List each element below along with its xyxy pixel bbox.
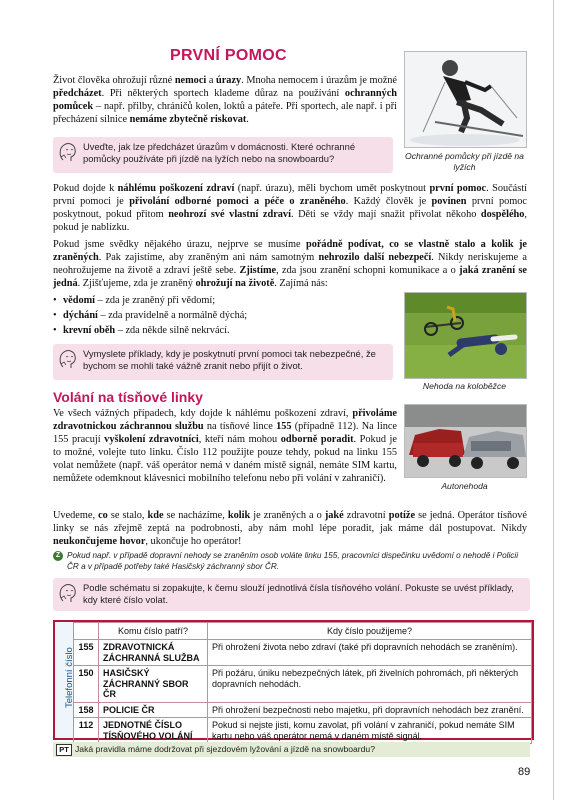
question-box-3 bbox=[53, 578, 530, 611]
table-row bbox=[74, 702, 532, 718]
row-usage: Pokud si nejste jisti, komu zavolat, při volání v zahraničí, pokud nemáte SIM kartu nebo váš operátor nemá v daném místě signál. bbox=[208, 718, 532, 744]
list-item: • krevní oběh – zda někde silně nekrvácí. bbox=[53, 324, 393, 337]
row-owner: HASIČSKÝ ZÁCHRANNÝ SBOR ČR bbox=[99, 666, 208, 703]
list-item: • vědomí – zda je zraněný při vědomí; bbox=[53, 294, 393, 307]
emphasis: 155 bbox=[276, 421, 292, 432]
question-box-1 bbox=[53, 137, 393, 173]
thinking-face-icon bbox=[57, 347, 79, 371]
paragraph-call-info: Uvedeme, co se stalo, kde se nacházíme, kolik je zraněných a o jaké zdravotní potíže se jedná. Operátor tísňové linky se nás zřejmě zeptá na podrobnosti, aby nám mohl lépe poradit, jak máme dál postupovat. Nikdy neukončujeme hovor, ukončuje ho operátor! bbox=[53, 510, 527, 547]
table-side-label bbox=[55, 622, 73, 738]
emphasis: dospělého bbox=[480, 209, 525, 220]
emphasis: nemáme zbytečně riskovat bbox=[129, 114, 247, 125]
emphasis: úrazy bbox=[216, 75, 242, 86]
emphasis: ohrožují na životě bbox=[195, 278, 275, 289]
emphasis: neukončujeme hovor bbox=[53, 536, 146, 547]
row-usage: Při ohrožení bezpečnosti nebo majetku, při dopravních nehodách bez zranění. bbox=[208, 702, 532, 718]
emphasis: ochranných pomůcek bbox=[53, 88, 397, 112]
section-title: Volání na tísňové linky bbox=[53, 389, 203, 405]
emphasis: odborně poradit bbox=[280, 434, 354, 445]
header-owner: Komu číslo patří? bbox=[99, 623, 208, 640]
question-3-text: Podle schématu si zopakujte, k čemu slouží jednotlivá čísla tísňového volání. Pokuste se uvést příklady, kdy které číslo volat. bbox=[83, 582, 514, 605]
emphasis: nehrozilo další nebezpečí bbox=[318, 252, 432, 263]
paragraph-emergency-lines: Ve všech vážných případech, kdy dojde k náhlému poškození zdraví, přivoláme zdravotnickou záchrannou službu na tísňové lince 155 (případně 112). Na lince 155 pracují vyškolení zdravotníci, kteří nám mohou odborně poradit. Pokud je to možné, volejte tuto linku. Číslo 112 použijte pouze tehdy, pokud na linku 155 volat nemůžete (např. váš operátor nemá v daném místě signál, nemáte SIM kartu, nemůžete odemknout klávesnici mobilního telefonu nebo při volání v zahraničí). bbox=[53, 408, 397, 484]
scooter-accident-photo bbox=[404, 292, 527, 379]
z-badge-icon: Z bbox=[53, 551, 63, 561]
caption-car: Autonehoda bbox=[441, 481, 488, 491]
page-title: PRVNÍ POMOC bbox=[170, 47, 287, 64]
row-number: 155 bbox=[74, 640, 99, 666]
header-blank bbox=[74, 623, 99, 640]
header-usage: Kdy číslo použijeme? bbox=[208, 623, 532, 640]
emphasis: první pomoc bbox=[429, 183, 487, 194]
thinking-face-icon bbox=[57, 140, 79, 164]
question-1-text: Uveďte, jak lze předcházet úrazům v domácnosti. Které ochranné pomůcky používáte při jízdě na lyžích nebo na snowboardu? bbox=[83, 141, 356, 164]
emphasis: Zjistíme bbox=[239, 265, 277, 276]
page-number: 89 bbox=[518, 766, 531, 778]
table-header-row bbox=[74, 623, 532, 640]
row-owner: ZDRAVOTNICKÁ ZÁCHRANNÁ SLUŽBA bbox=[99, 640, 208, 666]
emphasis: jaká zranění se jedná bbox=[53, 265, 527, 289]
emphasis: předcházet bbox=[53, 88, 102, 99]
car-accident-photo bbox=[404, 404, 527, 478]
emphasis: vědomí bbox=[63, 295, 96, 306]
note-text: Pokud např. v případě dopravní nehody se zraněním osob voláte linku 155, pracovníci dispečinku uvědomí o nehodě i Policii ČR a v případě potřeby také Hasičský záchranný sbor ČR. bbox=[67, 551, 519, 571]
emphasis: přivoláme zdravotnickou záchrannou službu bbox=[53, 408, 397, 432]
emphasis: neohrozí své vlastní zdraví bbox=[168, 209, 291, 220]
emphasis: potíže bbox=[388, 510, 416, 521]
table-row bbox=[74, 640, 532, 666]
pt-tag-icon: PT bbox=[56, 744, 72, 756]
page-edge-line bbox=[553, 0, 554, 800]
emphasis: povinen bbox=[431, 196, 467, 207]
emphasis: krevní oběh bbox=[63, 325, 116, 336]
table-row bbox=[74, 666, 532, 703]
emphasis: co bbox=[98, 510, 108, 521]
emphasis: kde bbox=[147, 510, 164, 521]
emergency-numbers-table bbox=[53, 620, 534, 740]
table-row bbox=[74, 718, 532, 744]
skier-photo bbox=[404, 51, 527, 148]
pt-question: Jaká pravidla máme dodržovat při sjezdovém lyžování a jízdě na snowboardu? bbox=[75, 744, 375, 754]
numbers-table bbox=[73, 622, 532, 744]
question-box-2 bbox=[53, 344, 393, 380]
row-usage: Při ohrožení života nebo zdraví (také při dopravních nehodách se zraněním). bbox=[208, 640, 532, 666]
emphasis: dýchání bbox=[63, 310, 98, 321]
emphasis: náhlému poškození zdraví bbox=[117, 183, 235, 194]
question-2-text: Vymyslete příklady, kdy je poskytnutí první pomoci tak nebezpečné, že bychom se mohli také vážně zranit nebo přijít o život. bbox=[83, 348, 376, 371]
emphasis: jaké bbox=[324, 510, 344, 521]
row-usage: Při požáru, úniku nebezpečných látek, při živelních pohromách, při některých dopravních nehodách. bbox=[208, 666, 532, 703]
row-number: 150 bbox=[74, 666, 99, 703]
emphasis: kolik bbox=[227, 510, 251, 521]
row-number: 112 bbox=[74, 718, 99, 744]
emphasis: vyškolení zdravotníci bbox=[104, 434, 199, 445]
emphasis: přivolání odborné pomoci a péče o zraněného bbox=[129, 196, 346, 207]
row-number: 158 bbox=[74, 702, 99, 718]
paragraph-assessment: Pokud jsme svědky nějakého úrazu, nejprve se musíme pořádně podívat, co se vlastně stalo a kolik je zraněných. Pak zajistíme, aby zraněným ani nám samotným nehrozilo další nebezpečí. Nikdy neriskujeme a neohrožujeme na životě a zdraví ještě sebe. Zjistíme, zda jsou zranění schopni komunikace a o jaká zranění se jedná. Zjišťujeme, zda je zraněný ohrožují na životě. Zajímá nás: bbox=[53, 239, 527, 289]
row-owner: POLICIE ČR bbox=[99, 702, 208, 718]
paragraph-first-aid: Pokud dojde k náhlému poškození zdraví (např. úrazu), měli bychom umět poskytnout první pomoc. Součástí první pomoci je přivolání odborné pomoci a péče o zraněného. Každý člověk je povinen první pomoc poskytnout, pokud přitom neohrozí své vlastní zdraví. Děti se vždy mají snažit přivolat někoho dospělého, pokud je nablízku. bbox=[53, 183, 527, 233]
project-task-box bbox=[53, 742, 530, 757]
vital-signs-list bbox=[53, 294, 393, 337]
intro-paragraph: Život člověka ohrožují různé nemoci a úrazy. Mnoha nemocem i úrazům je možné předcházet. Při některých sportech klademe důraz na používání ochranných pomůcek – např. přilby, chráničů kolen, loktů a páteře. Při sportech, ale např. i při přecházení silnice nemáme zbytečně riskovat. bbox=[53, 75, 398, 125]
side-label-text: Telefonní číslo bbox=[64, 647, 75, 708]
emphasis: nemoci bbox=[174, 75, 207, 86]
thinking-face-icon bbox=[57, 581, 79, 605]
row-owner: JEDNOTNÉ ČÍSLO TÍSŇOVÉHO VOLÁNÍ bbox=[99, 718, 208, 744]
caption-skier: Ochranné pomůcky při jízdě na lyžích bbox=[405, 151, 524, 172]
list-item: • dýchání – zda pravidelně a normálně dýchá; bbox=[53, 309, 393, 322]
caption-scooter: Nehoda na koloběžce bbox=[422, 381, 507, 391]
emphasis: pořádně podívat, co se vlastně stalo a kolik je zraněných bbox=[53, 239, 527, 263]
